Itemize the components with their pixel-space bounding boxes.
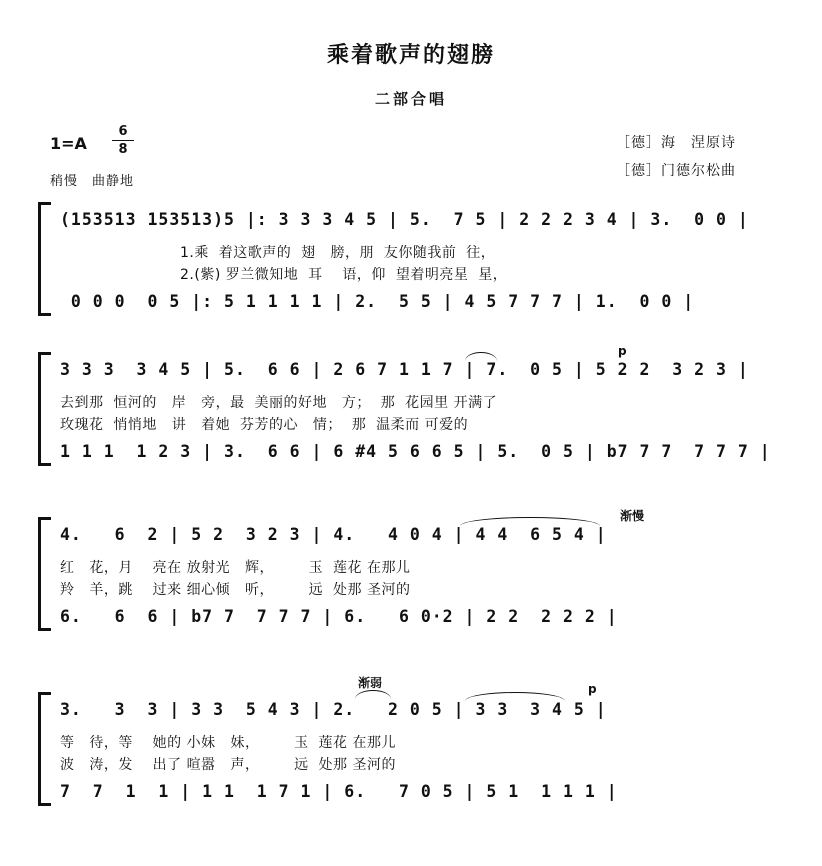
upper-voice: 3. 3 3 | 3 3 5 4 3 | 2. 2 0 5 | 3 3 3 4 5 | [60, 700, 607, 719]
upper-voice: 3 3 3 3 4 5 | 5. 6 6 | 2 6 7 1 1 7 | 7. 0 5 | 5 2 2 3 2 3 | [60, 360, 749, 379]
dynamic-mark: p [588, 682, 597, 696]
system-brace [38, 202, 51, 316]
lyric-verse-2: 波 涛，发 出了 喧嚣 声， 远 处那 圣河的 [60, 757, 396, 773]
time-signature [112, 124, 134, 157]
lyric-verse-1: 红 花，月 亮在 放射光 辉， 玉 莲花 在那儿 [60, 560, 411, 576]
song-title: 乘着歌声的翅膀 [326, 42, 495, 68]
upper-voice: 4. 6 2 | 5 2 3 2 3 | 4. 4 0 4 | 4 4 6 5 4 | [60, 525, 607, 544]
dynamic-change-mark: 渐弱 [358, 676, 383, 690]
meter-divider [112, 140, 134, 141]
system-brace [38, 517, 51, 631]
lyric-verse-2: 2.(紫) 罗兰微知地 耳 语，仰 望着明亮星 星， [180, 267, 508, 283]
score-system-3 [0, 505, 822, 665]
key-signature: 1=A [50, 134, 87, 153]
tempo-change-mark: 渐慢 [620, 509, 645, 523]
score-system-2 [0, 340, 822, 500]
system-brace [38, 352, 51, 466]
lyric-verse-1: 等 待，等 她的 小妹 妹， 玉 莲花 在那儿 [60, 735, 396, 751]
upper-voice: (153513 153513)5 |: 3 3 3 4 5 | 5. 7 5 | 2 2 2 3 4 | 3. 0 0 | [60, 210, 749, 229]
tie-arc [355, 690, 391, 699]
tempo-marking: 稍慢 曲静地 [50, 174, 135, 189]
lyric-verse-1: 去到那 恒河的 岸 旁，最 美丽的好地 方； 那 花园里 开满了 [60, 395, 498, 411]
lyric-verse-1: 1.乘 着这歌声的 翅 膀，朋 友你随我前 往， [180, 245, 496, 261]
meter-bottom: 8 [118, 142, 128, 157]
lower-voice: 1 1 1 1 2 3 | 3. 6 6 | 6 #4 5 6 6 5 | 5. 0 5 | b7 7 7 7 7 7 | [60, 442, 771, 461]
lyric-verse-2: 玫瑰花 悄悄地 讲 着她 芬芳的心 情； 那 温柔而 可爱的 [60, 417, 469, 433]
composer-credit: ［德］门德尔松曲 [616, 163, 736, 179]
song-subtitle: 二部合唱 [374, 90, 447, 108]
dynamic-mark: p [618, 344, 627, 358]
lyric-verse-2: 羚 羊，跳 过来 细心倾 听， 远 处那 圣河的 [60, 582, 411, 598]
lower-voice: 7 7 1 1 | 1 1 1 7 1 | 6. 7 0 5 | 5 1 1 1 1 | [60, 782, 618, 801]
meter-top: 6 [118, 124, 128, 139]
lyricist-credit: ［德］海 涅原诗 [616, 135, 736, 151]
score-system-1 [0, 190, 822, 350]
system-brace [38, 692, 51, 806]
lower-voice: 6. 6 6 | b7 7 7 7 7 | 6. 6 0·2 | 2 2 2 2 2 | [60, 607, 618, 626]
lower-voice: 0 0 0 0 5 |: 5 1 1 1 1 | 2. 5 5 | 4 5 7 7 7 | 1. 0 0 | [60, 292, 695, 311]
score-system-4 [0, 676, 822, 840]
